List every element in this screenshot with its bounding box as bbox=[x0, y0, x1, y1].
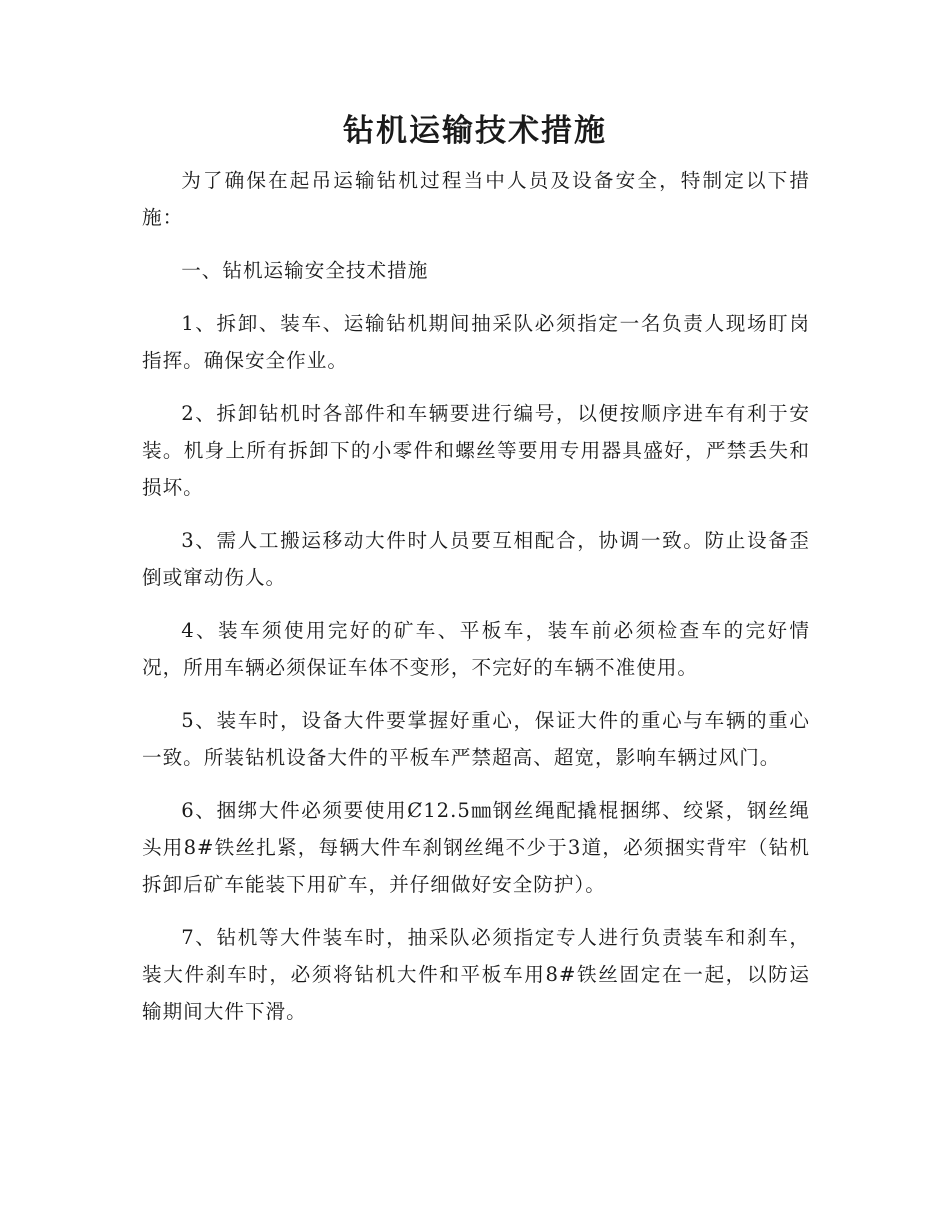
intro-paragraph: 为了确保在起吊运输钻机过程当中人员及设备安全，特制定以下措施： bbox=[142, 169, 810, 229]
measure-item-7: 7、钻机等大件装车时，抽采队必须指定专人进行负责装车和刹车，装大件刹车时，必须将钻机大件和平板车用8#铁丝固定在一起，以防运输期间大件下滑。 bbox=[142, 926, 810, 1023]
measure-item-5: 5、装车时，设备大件要掌握好重心，保证大件的重心与车辆的重心一致。所装钻机设备大件的平板车严禁超高、超宽，影响车辆过风门。 bbox=[142, 709, 810, 769]
measure-item-6: 6、捆绑大件必须要使用Ȼ12.5㎜钢丝绳配撬棍捆绑、绞紧，钢丝绳头用8#铁丝扎紧，每辆大件车刹钢丝绳不少于3道，必须捆实背牢（钻机拆卸后矿车能装下用矿车，并仔细做好安全防护）。 bbox=[142, 799, 810, 896]
measure-item-1: 1、拆卸、装车、运输钻机期间抽采队必须指定一名负责人现场盯岗指挥。确保安全作业。 bbox=[142, 312, 810, 372]
measure-item-3: 3、需人工搬运移动大件时人员要互相配合，协调一致。防止设备歪倒或窜动伤人。 bbox=[142, 529, 810, 589]
measure-item-2: 2、拆卸钻机时各部件和车辆要进行编号，以便按顺序进车有利于安装。机身上所有拆卸下的小零件和螺丝等要用专用器具盛好，严禁丢失和损坏。 bbox=[142, 402, 810, 499]
document-title: 钻机运输技术措施 bbox=[343, 113, 607, 149]
document-body bbox=[142, 162, 810, 1046]
section-heading: 一、钻机运输安全技术措施 bbox=[181, 259, 429, 282]
measure-item-4: 4、装车须使用完好的矿车、平板车，装车前必须检查车的完好情况，所用车辆必须保证车体不变形，不完好的车辆不准使用。 bbox=[142, 619, 810, 679]
